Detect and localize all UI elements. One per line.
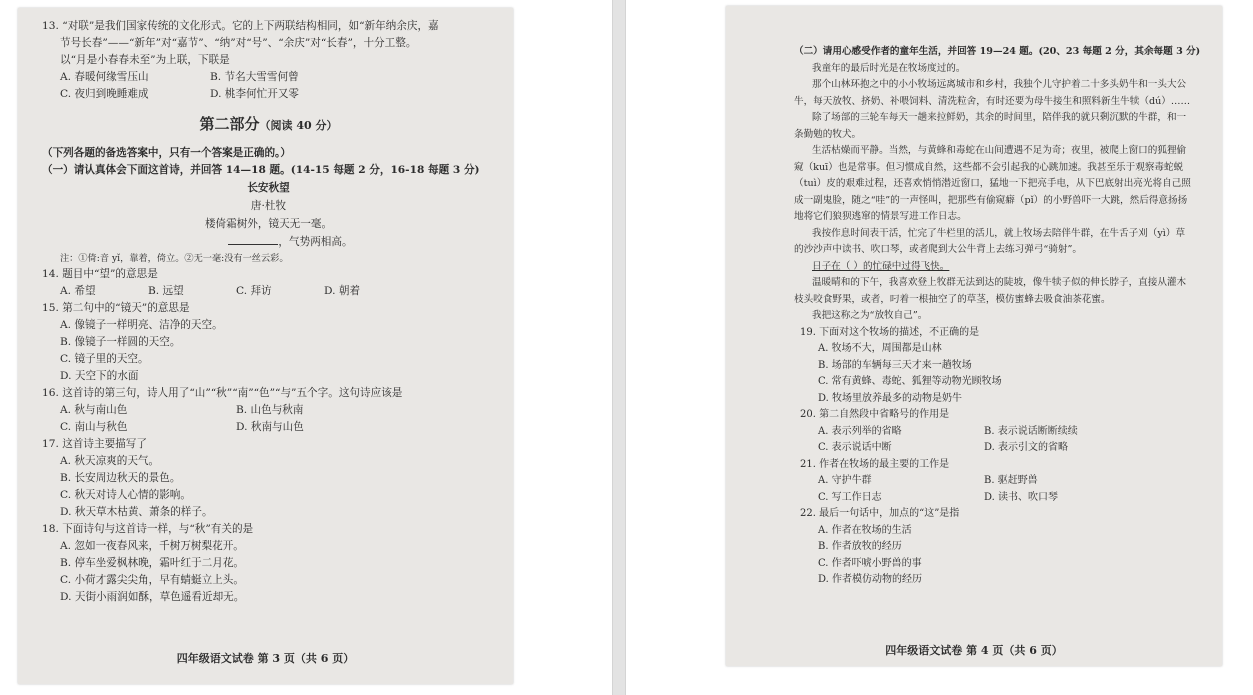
question-17 <box>42 436 495 521</box>
option-a: A. 像镜子一样明亮、洁净的天空。 <box>60 319 223 331</box>
question-stem: 18. 下面诗句与这首诗一样，与“秋”有关的是 <box>42 523 254 535</box>
passage-paragraph: 生活枯燥而平静。当然，与黄蜂和毒蛇在山间遭遇不足为奇；夜里，被爬上窗口的狐狸偷窥（kuī）也是常事。但习惯成自然，这些都不会引起我的心跳加速。我甚至乐于观察毒蛇蜕（tuì）皮的艰难过程，还喜欢悄悄潜近窗口，猛地一下把亮手电，从下巴底射出亮光将自己照成一副鬼脸，随之“哇”的一声怪叫，把那些有偷窥癖（pǐ）的小野兽吓一大跳，然后得意扬扬地将它们狼狈逃窜的情景写进工作日志。 <box>794 145 1191 222</box>
option-c: C. 表示说话中断 <box>818 442 892 453</box>
poem-line: ，气势两相高。 <box>42 233 495 251</box>
passage-paragraph: 我按作息时间表干活，忙完了牛栏里的活儿，就上牧场去陪伴牛群，在牛舌子刈（yì）草的沙沙声中读书、吹口琴，或者爬到大公牛背上去练习弹弓“骑射”。 <box>794 227 1186 255</box>
poem-note: 注：①倚:音 yǐ，靠着，倚立。②无一毫:没有一丝云彩。 <box>60 253 289 264</box>
passage-paragraph: 日子在（ ）的忙碌中过得飞快。 <box>812 260 950 272</box>
question-19 <box>800 325 1208 408</box>
question-stem: 16. 这首诗的第三句，诗人用了“山”“秋”“南”“色”“与”五个字。这句诗应该是 <box>42 387 403 399</box>
option-c: C. 秋天对诗人心情的影响。 <box>60 489 191 501</box>
page-footer: 四年级语文试卷 第 3 页（共 6 页） <box>176 652 355 665</box>
question-18 <box>42 521 495 606</box>
option-c: C. 拜访 <box>236 285 272 297</box>
passage-paragraph: 除了场部的三轮车每天一趟来拉鲜奶，其余的时间里，陪伴我的就只剩沉默的牛群，和一条勤勉的牧犬。 <box>794 112 1187 140</box>
option-b: B. 驱赶野兽 <box>984 475 1038 486</box>
option-d: D. 读书、吹口琴 <box>984 491 1059 503</box>
question-stem: 节号长春”——“新年”对“嘉节”、“纳”对“号”、“余庆”对“长春”，十分工整。 <box>60 37 417 49</box>
question-stem: 19. 下面对这个牧场的描述，不正确的是 <box>800 326 980 338</box>
option-c: C. 作者吓唬小野兽的事 <box>818 557 922 569</box>
question-20 <box>800 407 1208 457</box>
question-stem: 17. 这首诗主要描写了 <box>42 438 147 450</box>
option-c: C. 夜归到晚睡难成 <box>60 88 149 100</box>
option-d: D. 朝着 <box>324 285 361 297</box>
question-stem: 22. 最后一句话中，加点的“这”是指 <box>800 508 960 519</box>
option-c: C. 写工作日志 <box>818 491 882 503</box>
question-stem: 20. 第二自然段中省略号的作用是 <box>800 409 950 420</box>
option-d: D. 天空下的水面 <box>60 370 139 382</box>
section-heading: （二）请用心感受作者的童年生活，并回答 19—24 题。(20、23 每题 2 分，其余每题 3 分) <box>794 46 1201 57</box>
passage-paragraph: 温暖晴和的下午，我喜欢登上牧群无法到达的陡坡，像牛犊子似的伸长脖子，直接从灌木枝头咬食野果，或者，叼着一根抽空了的草茎，模仿蜜蜂去吸食油茶花蜜。 <box>794 277 1187 305</box>
option-d: D. 桃李何忙开又零 <box>210 88 300 100</box>
part-title: 第二部分 <box>199 115 260 133</box>
option-b: B. 场部的车辆每三天才来一趟牧场 <box>818 359 972 371</box>
option-a: A. 忽如一夜春风来，千树万树梨花开。 <box>60 540 244 552</box>
answer-blank <box>228 233 278 245</box>
question-21 <box>800 457 1208 507</box>
poem-title: 长安秋望 <box>247 182 290 194</box>
poem-author: 唐·杜牧 <box>250 200 287 212</box>
option-b: B. 作者放牧的经历 <box>818 541 902 552</box>
exam-page-3 <box>18 8 513 684</box>
passage-paragraph: 我童年的最后时光是在牧场度过的。 <box>812 62 966 74</box>
option-c: C. 小荷才露尖尖角，早有蜻蜓立上头。 <box>60 574 244 586</box>
option-d: D. 牧场里放养最多的动物是奶牛 <box>818 392 963 404</box>
page-footer: 四年级语文试卷 第 4 页（共 6 页） <box>885 644 1063 657</box>
poem-line: 楼倚霜树外，镜天无一毫。 <box>204 218 333 230</box>
option-c: C. 南山与秋色 <box>60 421 128 433</box>
option-c: C. 镜子里的天空。 <box>60 353 149 365</box>
poem <box>42 179 495 251</box>
option-a: A. 春暖何缘雪压山 <box>60 71 149 83</box>
option-a: A. 守护牛群 <box>818 475 872 486</box>
passage-paragraph: 我把这称之为“放牧自己”。 <box>812 310 928 321</box>
option-b: B. 山色与秋南 <box>236 404 304 416</box>
question-16 <box>42 385 495 436</box>
option-b: B. 像镜子一样圆的天空。 <box>60 336 181 348</box>
part-two-heading <box>42 113 495 137</box>
option-a: A. 表示列举的省略 <box>818 425 902 437</box>
question-13 <box>42 18 495 103</box>
option-d: D. 天街小雨润如酥，草色遥看近却无。 <box>60 591 245 603</box>
question-stem: 13. “对联”是我们国家传统的文化形式。它的上下两联结构相同，如“新年纳余庆，嘉 <box>42 20 439 32</box>
option-b: B. 停车坐爱枫林晚，霜叶红于二月花。 <box>60 557 245 569</box>
question-stem: 以“月是小春春未至”为上联，下联是 <box>60 54 230 66</box>
question-stem: 21. 作者在牧场的最主要的工作是 <box>800 458 950 470</box>
question-stem: 14. 题目中“望”的意思是 <box>42 268 158 280</box>
part-subtitle: （阅读 40 分） <box>259 119 338 132</box>
section-heading: （一）请认真体会下面这首诗，并回答 14—18 题。(14-15 每题 2 分，16-18 每题 3 分) <box>42 164 480 176</box>
option-b: B. 长安周边秋天的景色。 <box>60 472 181 484</box>
option-d: D. 秋南与山色 <box>236 421 304 433</box>
option-a: A. 希望 <box>60 285 96 297</box>
option-a: A. 秋与南山色 <box>60 404 128 416</box>
option-d: D. 表示引文的省略 <box>984 442 1069 453</box>
option-a: A. 牧场不大，周围都是山林 <box>818 343 942 354</box>
option-d: D. 秋天草木枯黄、萧条的样子。 <box>60 506 213 518</box>
option-b: B. 表示说话断断续续 <box>984 425 1078 437</box>
instruction: （下列各题的备选答案中，只有一个答案是正确的。） <box>42 147 291 159</box>
option-d: D. 作者模仿动物的经历 <box>818 574 923 585</box>
option-a: A. 作者在牧场的生活 <box>818 524 912 536</box>
option-c: C. 常有黄蜂、毒蛇、狐狸等动物光顾牧场 <box>818 376 1002 387</box>
question-22 <box>800 506 1208 589</box>
question-stem: 15. 第二句中的“镜天”的意思是 <box>42 302 190 314</box>
option-b: B. 节名大雪雪何曾 <box>210 71 299 83</box>
option-b: B. 远望 <box>148 285 184 297</box>
question-15 <box>42 300 495 385</box>
option-a: A. 秋天凉爽的天气。 <box>60 455 160 467</box>
exam-page-4 <box>726 6 1222 666</box>
passage-paragraph: 那个山林环抱之中的小小牧场远离城市和乡村，我独个儿守护着二十多头奶牛和一头大公牛，每天放牧、挤奶、补喂饲料、清洗粒舍，有时还要为母牛接生和照料新生牛犊（dú）…… <box>794 79 1191 107</box>
question-14 <box>42 266 495 300</box>
page-divider <box>612 0 626 695</box>
